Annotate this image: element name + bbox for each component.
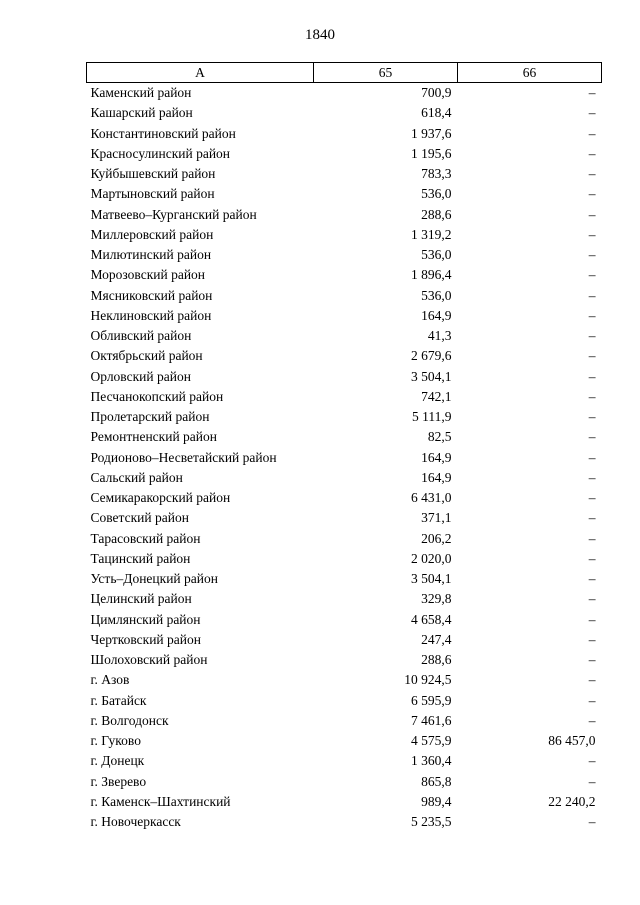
row-value-65-cell: 618,4 — [421, 105, 452, 121]
table-row — [87, 286, 602, 306]
table-row — [87, 508, 602, 528]
table-row — [87, 346, 602, 366]
row-value-65-cell: 164,9 — [421, 307, 452, 323]
table-row — [87, 711, 602, 731]
table-row — [87, 103, 602, 123]
row-name-cell: Родионово–Несветайский район — [90, 449, 277, 465]
row-value-65-cell: 865,8 — [421, 773, 452, 789]
row-value-65-cell: 1 896,4 — [411, 267, 452, 283]
row-name-cell: Неклиновский район — [90, 307, 212, 323]
row-value-65-cell: 41,3 — [427, 328, 452, 343]
row-value-65-cell: 206,2 — [421, 530, 452, 546]
row-name-cell: Красносулинский район — [90, 145, 231, 161]
table-row — [87, 589, 602, 609]
row-name-cell: Каменский район — [90, 85, 192, 100]
row-name-cell: Песчанокопский район — [90, 388, 224, 404]
row-name-cell: г. Батайск — [90, 692, 147, 708]
row-name-cell: Куйбышевский район — [90, 166, 216, 181]
row-value-66-cell: – — [588, 247, 596, 262]
header-column-a: А — [87, 63, 314, 83]
table-row — [87, 407, 602, 427]
table-row — [87, 691, 602, 711]
table-row — [87, 448, 602, 468]
row-name-cell: Кашарский район — [90, 105, 193, 121]
row-name-cell: г. Волгодонск — [90, 712, 169, 728]
header-column-66: 66 — [458, 63, 602, 83]
table-row — [87, 670, 602, 690]
row-value-66-cell: – — [588, 267, 596, 283]
row-name-cell: г. Гуково — [90, 733, 141, 748]
table-row — [87, 751, 602, 771]
table-row — [87, 83, 602, 104]
row-value-65-cell: 6 595,9 — [411, 692, 452, 708]
table-body — [87, 83, 602, 833]
row-value-65-cell: 1 195,6 — [411, 145, 452, 161]
row-value-66-cell: – — [588, 449, 596, 465]
row-value-65-cell: 5 235,5 — [411, 814, 452, 829]
table-row — [87, 792, 602, 812]
table-row — [87, 387, 602, 407]
row-name-cell: Сальский район — [90, 469, 183, 485]
row-value-66-cell: – — [588, 550, 596, 566]
row-value-66-cell: – — [588, 388, 596, 404]
row-value-66-cell: – — [588, 125, 596, 141]
row-name-cell: Шолоховский район — [90, 652, 208, 667]
row-name-cell: г. Донецк — [90, 753, 145, 769]
row-value-66-cell: – — [588, 145, 596, 161]
row-value-65-cell: 4 658,4 — [411, 611, 452, 627]
table-row — [87, 306, 602, 326]
row-name-cell: Чертковский район — [90, 631, 201, 647]
header-row — [87, 63, 602, 83]
table-row — [87, 630, 602, 650]
row-value-66-cell: 22 240,2 — [548, 793, 596, 809]
row-value-66-cell: 86 457,0 — [548, 733, 596, 748]
row-value-66-cell: – — [588, 510, 596, 526]
row-name-cell: Орловский район — [90, 368, 191, 384]
row-name-cell: Мясниковский район — [90, 287, 213, 303]
row-value-66-cell: – — [588, 287, 596, 303]
row-value-65-cell: 329,8 — [421, 591, 452, 607]
row-value-65-cell: 4 575,9 — [411, 733, 452, 748]
row-value-65-cell: 6 431,0 — [411, 490, 452, 505]
table-row — [87, 610, 602, 630]
row-value-66-cell: – — [588, 530, 596, 546]
row-name-cell: г. Каменск–Шахтинский — [90, 793, 231, 809]
table-row — [87, 488, 602, 508]
row-value-66-cell: – — [588, 166, 596, 181]
row-value-65-cell: 288,6 — [421, 206, 452, 222]
row-name-cell: Константиновский район — [90, 125, 236, 141]
row-value-66-cell: – — [588, 712, 596, 728]
row-name-cell: Октябрьский район — [90, 348, 203, 364]
row-name-cell: Мартыновский район — [90, 186, 215, 202]
table-row — [87, 205, 602, 225]
row-value-65-cell: 164,9 — [421, 469, 452, 485]
row-name-cell: Ремонтненский район — [90, 429, 217, 445]
row-name-cell: Морозовский район — [90, 267, 206, 283]
table-row — [87, 184, 602, 204]
table-row — [87, 367, 602, 387]
row-value-66-cell: – — [588, 348, 596, 364]
row-value-66-cell: – — [588, 591, 596, 607]
row-name-cell: Миллеровский район — [90, 226, 214, 242]
row-value-66-cell: – — [588, 490, 596, 505]
row-value-65-cell: 700,9 — [421, 85, 452, 100]
row-value-66-cell: – — [588, 409, 596, 424]
row-name-cell: Милютинский район — [90, 247, 212, 262]
table-row — [87, 124, 602, 144]
row-value-65-cell: 1 937,6 — [411, 125, 452, 141]
table-row — [87, 569, 602, 589]
data-table — [86, 62, 602, 832]
row-value-66-cell: – — [588, 611, 596, 627]
row-value-65-cell: 3 504,1 — [411, 368, 452, 384]
row-value-66-cell: – — [588, 469, 596, 485]
row-value-65-cell: 536,0 — [421, 186, 452, 202]
row-value-66-cell: – — [588, 206, 596, 222]
row-value-65-cell: 536,0 — [421, 287, 452, 303]
row-value-65-cell: 536,0 — [421, 247, 452, 262]
row-name-cell: Тацинский район — [90, 550, 191, 566]
row-value-66-cell: – — [588, 753, 596, 769]
row-value-66-cell: – — [588, 368, 596, 384]
row-name-cell: г. Азов — [90, 672, 130, 688]
row-name-cell: Тарасовский район — [90, 530, 201, 546]
table-row — [87, 326, 602, 346]
table-row — [87, 529, 602, 549]
row-name-cell: Обливский район — [90, 328, 192, 343]
row-value-66-cell: – — [588, 571, 596, 586]
table-row — [87, 144, 602, 164]
row-value-65-cell: 247,4 — [421, 631, 452, 647]
table-row — [87, 245, 602, 265]
row-name-cell: г. Новочеркасск — [90, 814, 181, 829]
row-value-65-cell: 1 319,2 — [411, 226, 452, 242]
table-row — [87, 812, 602, 832]
row-value-66-cell: – — [588, 226, 596, 242]
row-value-65-cell: 5 111,9 — [412, 409, 452, 424]
row-value-66-cell: – — [588, 672, 596, 688]
row-value-65-cell: 164,9 — [421, 449, 452, 465]
row-value-66-cell: – — [588, 773, 596, 789]
row-value-65-cell: 371,1 — [421, 510, 452, 526]
header-column-65: 65 — [314, 63, 458, 83]
table-row — [87, 772, 602, 792]
row-value-66-cell: – — [588, 429, 596, 445]
row-value-65-cell: 7 461,6 — [411, 712, 452, 728]
row-value-65-cell: 2 020,0 — [411, 550, 452, 566]
row-value-66-cell: – — [588, 814, 596, 829]
row-value-65-cell: 742,1 — [421, 388, 452, 404]
table-row — [87, 468, 602, 488]
row-name-cell: Пролетарский район — [90, 409, 210, 424]
row-name-cell: г. Зверево — [90, 773, 147, 789]
row-value-66-cell: – — [588, 307, 596, 323]
row-value-66-cell: – — [588, 692, 596, 708]
row-value-66-cell: – — [588, 186, 596, 202]
table-row — [87, 225, 602, 245]
row-value-65-cell: 2 679,6 — [411, 348, 452, 364]
table-row — [87, 427, 602, 447]
row-value-66-cell: – — [588, 105, 596, 121]
row-name-cell: Целинский район — [90, 591, 192, 607]
table-row — [87, 164, 602, 184]
table-row — [87, 265, 602, 285]
row-name-cell: Семикаракорский район — [90, 490, 231, 505]
table-row — [87, 650, 602, 670]
row-name-cell: Советский район — [90, 510, 189, 526]
row-name-cell: Усть–Донецкий район — [90, 571, 218, 586]
row-value-65-cell: 288,6 — [421, 652, 452, 667]
row-value-65-cell: 989,4 — [421, 793, 452, 809]
row-value-65-cell: 1 360,4 — [411, 753, 452, 769]
row-value-65-cell: 3 504,1 — [411, 571, 452, 586]
table-header — [87, 63, 602, 83]
table-row — [87, 731, 602, 751]
row-value-65-cell: 10 924,5 — [404, 672, 452, 688]
row-value-66-cell: – — [588, 85, 596, 100]
row-name-cell: Матвеево–Курганский район — [90, 206, 257, 222]
table-row — [87, 549, 602, 569]
row-value-66-cell: – — [588, 652, 596, 667]
row-value-66-cell: – — [588, 328, 596, 343]
row-value-65-cell: 783,3 — [421, 166, 452, 181]
page-number: 1840 — [305, 27, 335, 43]
row-value-65-cell: 82,5 — [427, 429, 452, 445]
row-name-cell: Цимлянский район — [90, 611, 201, 627]
row-value-66-cell: – — [588, 631, 596, 647]
